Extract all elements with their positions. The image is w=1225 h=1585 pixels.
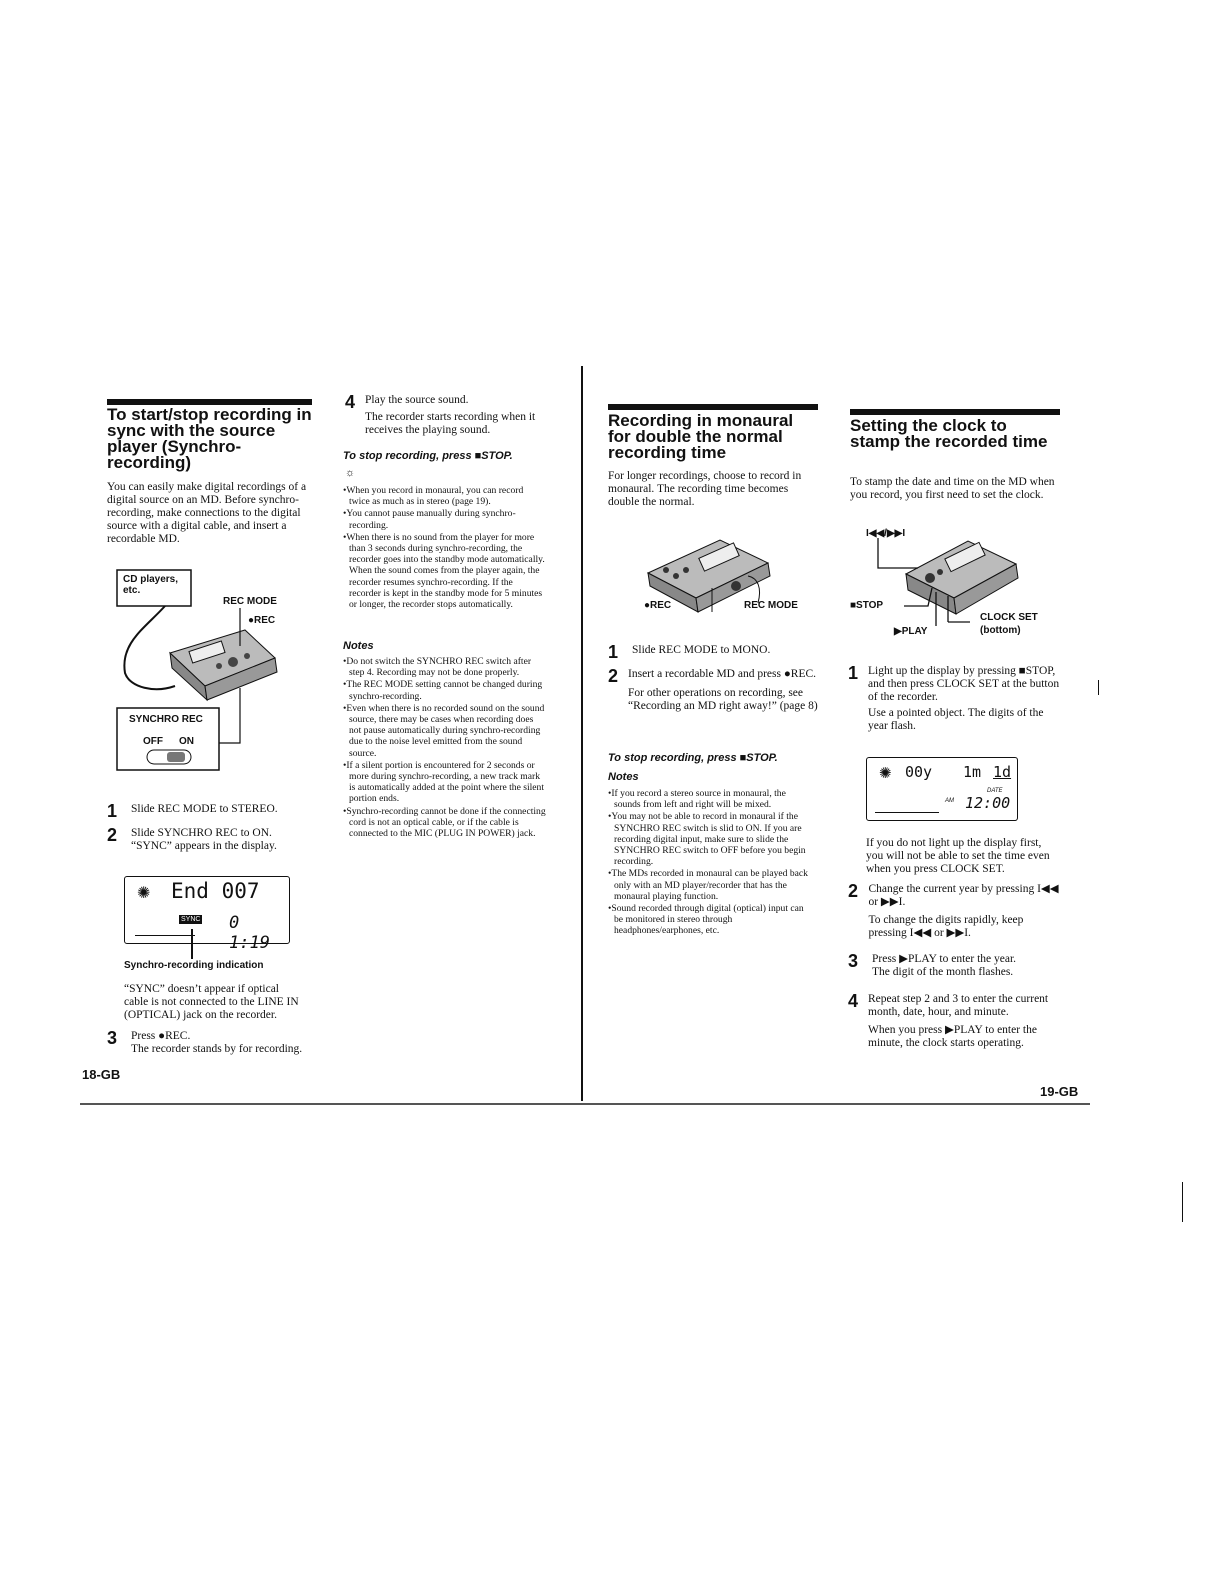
step-content <box>365 394 545 437</box>
display-year: 00y <box>905 763 933 781</box>
step-text: Press ●REC. <box>131 1030 191 1042</box>
step-number: 1 <box>608 642 619 662</box>
synchro-intro: You can easily make digital recordings of a digital source on an MD. Before synchro-recording, make connections to the digital source with a digital cable, and insert a recordable MD. <box>107 481 307 545</box>
note-item: • The MDs recorded in monaural can be played back only with an MD player/recorder that has the monaural playing function. <box>608 868 813 902</box>
disc-icon: ✺ <box>879 766 892 782</box>
note-item: • If you record a stereo source in monaural, the sounds from left and right will be mixed. <box>608 788 813 810</box>
section-rule <box>608 404 818 410</box>
display-line-1: End 007 <box>171 879 260 903</box>
tip-item: • When you record in monaural, you can record twice as much as in stereo (page 19). <box>343 485 546 507</box>
display-pointer <box>191 929 193 959</box>
step-content <box>628 668 820 713</box>
center-gutter-line <box>581 366 583 1101</box>
fig-label-stop: ■STOP <box>850 600 884 611</box>
display-time: 12:00 <box>965 794 1011 812</box>
fig-label-off: OFF <box>143 736 163 747</box>
mono-figure <box>640 528 810 618</box>
tip-item: • When there is no sound from the player for more than 3 seconds during synchro-recording, the recorder goes into the standby mode automatically. When the sound comes from the player again, the recorder resumes synchro-recording. If the recorder is kept in the standby mode for 5 minutes or longer, the recorder stops automatically. <box>343 532 546 610</box>
fig-label-rec: ●REC <box>248 615 276 626</box>
note-item: • Even when there is no recorded sound on the sound source, there may be cases when recording does not pause automatically during synchro-recording due to the noise level emitted from the sound source. <box>343 703 546 759</box>
tip-item: • You cannot pause manually during synchro-recording. <box>343 508 546 530</box>
fig-label-rec-mode: REC MODE <box>223 596 277 607</box>
step-text: Play the source sound. <box>365 394 469 406</box>
mono-title: Recording in monaural for double the normal recording time <box>608 411 794 462</box>
clock-step-4 <box>848 993 1063 1050</box>
notes-list <box>343 656 546 840</box>
step-content <box>131 1030 302 1056</box>
step-text: Repeat step 2 and 3 to enter the current month, date, hour, and minute. <box>868 993 1049 1018</box>
note-item: • Synchro-recording cannot be done if the connecting cord is not an optical cable, or if the cable is connected to the MIC (PLUG IN POWER) jack. <box>343 806 546 840</box>
synchro-step-3 <box>107 1030 312 1056</box>
am-indicator: AM <box>945 798 954 804</box>
step-number: 1 <box>848 663 859 683</box>
clock-display <box>866 757 1018 821</box>
mono-step-1 <box>608 644 820 660</box>
step-text: Slide SYNCHRO REC to ON. <box>131 827 272 839</box>
step-subtext: To change the digits rapidly, keep pressing I◀◀ or ▶▶I. <box>868 914 1024 939</box>
step-number: 3 <box>107 1028 118 1048</box>
step-text: Slide REC MODE to STEREO. <box>131 803 278 815</box>
step-content <box>868 665 1063 733</box>
margin-mark <box>1098 680 1099 695</box>
step-number: 1 <box>107 801 118 821</box>
fig-label-cd: CD players, etc. <box>123 574 179 596</box>
step-text: Slide REC MODE to MONO. <box>632 644 771 656</box>
margin-mark <box>1182 1182 1183 1222</box>
fig-label-clock-set: CLOCK SET <box>980 612 1038 623</box>
play-step-4 <box>345 394 545 437</box>
clock-step-3 <box>848 953 1063 979</box>
step-text: Press ▶PLAY to enter the year. <box>872 953 1017 965</box>
fig-label-rec-mode: REC MODE <box>744 600 798 611</box>
step-number: 4 <box>848 991 859 1011</box>
mono-notes-heading: Notes <box>608 771 639 783</box>
clock-title: Setting the clock to stamp the recorded time <box>850 416 1048 451</box>
synchro-step-2 <box>107 827 312 853</box>
synchro-step-1 <box>107 803 312 819</box>
display-baseline <box>875 812 939 813</box>
note-item: • The REC MODE setting cannot be changed during synchro-recording. <box>343 679 546 701</box>
clock-step-1 <box>848 665 1063 733</box>
display-caption: Synchro-recording indication <box>124 960 264 971</box>
date-indicator: DATE <box>987 788 1003 794</box>
step-number: 4 <box>345 392 356 412</box>
page-number-left: 18-GB <box>82 1067 121 1082</box>
step-text: Change the current year by pressing I◀◀ or ▶▶I. <box>868 883 1059 908</box>
tip-icon: ☼ <box>345 467 356 479</box>
step-text: Light up the display by pressing ■STOP, and then press CLOCK SET at the button of the recorder. <box>868 665 1060 703</box>
step-subtext: For other operations on recording, see “Recording an MD right away!” (page 8) <box>628 687 818 712</box>
mono-intro: For longer recordings, choose to record in monaural. The recording time becomes double the normal. <box>608 470 802 508</box>
page-number-right: 19-GB <box>1040 1084 1079 1099</box>
display-day: 1d <box>993 763 1012 781</box>
note-item: • If a silent portion is encountered for 2 seconds or more during synchro-recording, a new track mark is automatically added at the point where the silent portion ends. <box>343 760 546 805</box>
step-number: 2 <box>608 666 619 686</box>
tips-list <box>343 485 546 611</box>
note-item: • Do not switch the SYNCHRO REC switch after step 4. Recording may not be done properly. <box>343 656 546 678</box>
clock-step-2 <box>848 883 1063 940</box>
clock-figure <box>848 526 1048 641</box>
note-item: • You may not be able to record in monaural if the SYNCHRO REC switch is slid to ON. If you are recording digital input, make sure to slide the SYNCHRO REC switch to OFF before you begin recording. <box>608 811 813 867</box>
section-rule <box>850 409 1060 415</box>
bottom-edge-line <box>80 1103 1090 1105</box>
step-subtext: The digit of the month flashes. <box>872 966 1014 978</box>
display-baseline <box>135 935 195 936</box>
fig-label-rec: ●REC <box>644 600 672 611</box>
step-content <box>868 883 1063 940</box>
note-item: • Sound recorded through digital (optical) input can be monitored in stereo through headphones/earphones, etc. <box>608 903 813 937</box>
step-content <box>868 993 1063 1050</box>
step-subtext: The recorder stands by for recording. <box>131 1043 303 1055</box>
step-content <box>131 827 277 853</box>
mono-stop-heading: To stop recording, press ■STOP. <box>608 752 778 764</box>
fig-label-bottom: (bottom) <box>980 625 1021 636</box>
stop-heading: To stop recording, press ■STOP. <box>343 450 513 462</box>
clock-display-note: If you do not light up the display first, you will not be able to set the time even when you press CLOCK SET. <box>866 837 1050 875</box>
fig-label-synchro-rec: SYNCHRO REC <box>129 714 203 725</box>
fig-label-skip: I◀◀/▶▶I <box>866 528 906 539</box>
step-subtext: “SYNC” appears in the display. <box>131 840 277 852</box>
fig-label-on: ON <box>179 736 194 747</box>
step-subtext: The recorder starts recording when it receives the playing sound. <box>365 411 536 436</box>
step-number: 2 <box>107 825 118 845</box>
display-line-2: 0 1:19 <box>229 913 270 953</box>
sync-display <box>124 876 290 953</box>
step-subtext: Use a pointed object. The digits of the year flash. <box>868 707 1044 732</box>
mono-notes-list <box>608 788 813 938</box>
display-month: 1m <box>963 763 982 781</box>
mono-step-2 <box>608 668 820 713</box>
sync-indicator: SYNC <box>181 916 201 923</box>
step-subtext: When you press ▶PLAY to enter the minute, the clock starts operating. <box>868 1024 1037 1049</box>
display-note: “SYNC” doesn’t appear if optical cable is not connected to the LINE IN (OPTICAL) jack on the recorder. <box>124 983 299 1021</box>
fig-label-play: ▶PLAY <box>894 626 928 637</box>
synchro-connection-figure <box>115 568 295 773</box>
notes-heading: Notes <box>343 640 374 652</box>
disc-icon: ✺ <box>137 885 151 902</box>
synchro-title: To start/stop recording in sync with the source player (Synchro-recording) <box>107 405 312 472</box>
step-number: 3 <box>848 951 859 971</box>
step-number: 2 <box>848 881 859 901</box>
step-text: Insert a recordable MD and press ●REC. <box>628 668 817 680</box>
clock-intro: To stamp the date and time on the MD when you record, you first need to set the clock. <box>850 476 1055 501</box>
step-content <box>872 953 1016 979</box>
